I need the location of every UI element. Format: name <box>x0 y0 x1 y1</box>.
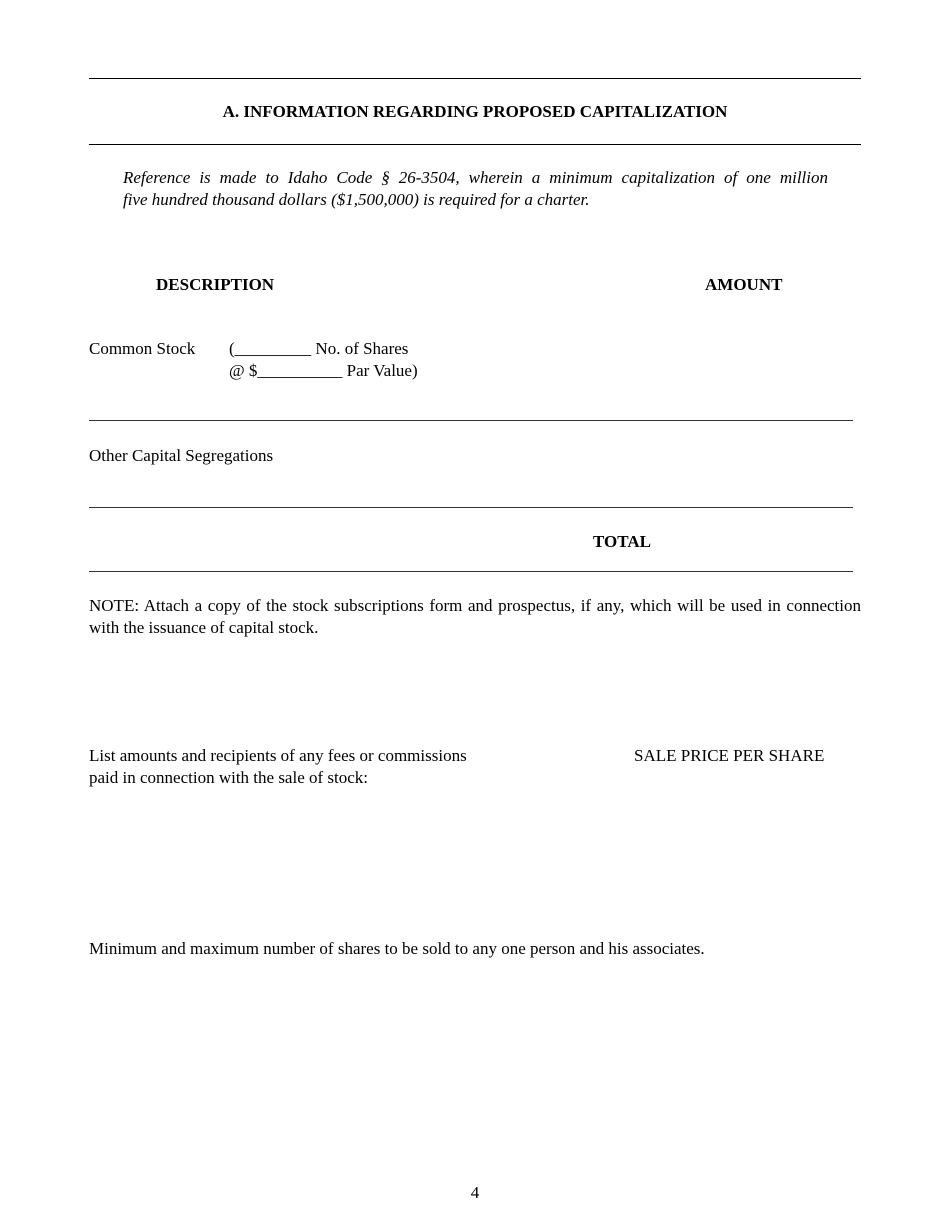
title-bottom-rule <box>89 144 861 145</box>
section-title: A. INFORMATION REGARDING PROPOSED CAPITALIZATION <box>222 102 728 121</box>
reference-line-2: five hundred thousand dollars ($1,500,000) is required for a charter. <box>123 190 590 209</box>
par-value-field[interactable]: @ $__________ Par Value) <box>229 361 418 380</box>
total-amount-line[interactable] <box>89 571 853 572</box>
reference-paragraph <box>123 167 828 211</box>
reference-line-1: Reference is made to Idaho Code § 26-3504, wherein a minimum capitalization of one million <box>123 168 828 187</box>
page-number: 4 <box>470 1183 480 1202</box>
top-rule <box>89 78 861 79</box>
amount-column-header: AMOUNT <box>705 275 783 294</box>
fees-prompt-line-2: paid in connection with the sale of stock: <box>89 768 369 787</box>
shares-count-field[interactable]: (_________ No. of Shares <box>229 339 409 358</box>
fees-prompt-line-1: List amounts and recipients of any fees or commissions <box>89 746 467 765</box>
total-label: TOTAL <box>593 532 651 551</box>
description-column-header: DESCRIPTION <box>156 275 275 294</box>
shares-limit-prompt: Minimum and maximum number of shares to be sold to any one person and his associates. <box>89 939 705 958</box>
other-capital-label: Other Capital Segregations <box>89 446 274 465</box>
common-stock-amount-line[interactable] <box>89 420 853 421</box>
note-paragraph: NOTE: Attach a copy of the stock subscriptions form and prospectus, if any, which will be used in connection with the issuance of capital stock. <box>89 596 861 637</box>
sale-price-per-share-label: SALE PRICE PER SHARE <box>634 746 825 765</box>
common-stock-label: Common Stock <box>89 339 196 358</box>
other-capital-amount-line[interactable] <box>89 507 853 508</box>
